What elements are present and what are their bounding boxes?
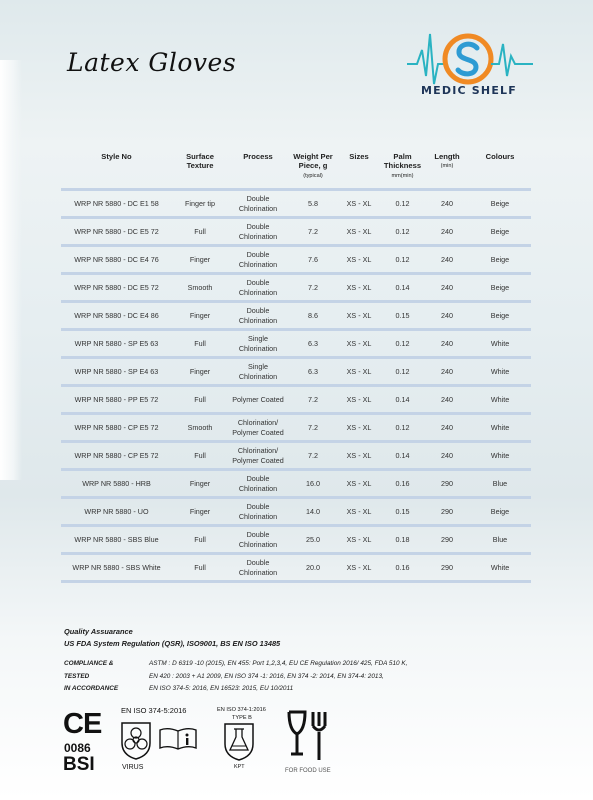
table-cell: XS - XL bbox=[346, 422, 372, 432]
table-cell: 290 bbox=[441, 534, 453, 544]
column-header bbox=[288, 150, 338, 190]
table-cell: XS - XL bbox=[346, 394, 372, 404]
table-cell: WRP NR 5880 - CP E5 72 bbox=[74, 450, 159, 460]
table-cell: 16.0 bbox=[306, 478, 320, 488]
table-cell: 5.8 bbox=[308, 198, 318, 208]
table-cell: Finger tip bbox=[185, 198, 215, 208]
quality-assurance bbox=[64, 626, 280, 650]
compliance-label: IN ACCORDANCE bbox=[64, 685, 119, 692]
table-cell: 7.6 bbox=[308, 254, 318, 264]
table-cell: Finger bbox=[189, 506, 211, 516]
typeb-standard: EN ISO 374-1:2016 bbox=[217, 707, 266, 713]
table-cell: 0.14 bbox=[395, 394, 410, 404]
quality-line: US FDA System Regulation (QSR), ISO9001, BS EN ISO 13485 bbox=[64, 639, 281, 648]
table-cell: 0.12 bbox=[395, 422, 410, 432]
column-header-label: Length bbox=[434, 152, 460, 161]
table-cell: Finger bbox=[189, 254, 211, 264]
compliance-label: COMPLIANCE & bbox=[64, 660, 114, 667]
column-header-label: Surface Texture bbox=[186, 152, 214, 171]
table-cell: XS - XL bbox=[346, 198, 372, 208]
spec-table bbox=[61, 150, 531, 583]
table-cell: 20.0 bbox=[306, 562, 320, 572]
column-header-label: Sizes bbox=[349, 152, 369, 161]
ce-number: 0086 bbox=[64, 741, 91, 755]
table-cell: White bbox=[490, 450, 510, 460]
quality-heading: Quality Assuarance bbox=[64, 627, 133, 636]
table-row bbox=[61, 330, 531, 358]
food-safe-glass-fork-icon bbox=[283, 708, 331, 766]
table-row bbox=[61, 386, 531, 414]
table-cell: 8.6 bbox=[308, 310, 318, 320]
table-cell: 0.15 bbox=[395, 310, 410, 320]
compliance-line: ASTM : D 6319 -10 (2015), EN 455: Port 1,2,3,4, EU CE Regulation 2016/ 425, FDA 510 K, bbox=[149, 660, 408, 667]
column-header-label: Palm Thickness bbox=[383, 152, 422, 171]
table-cell: Blue bbox=[492, 534, 508, 544]
table-cell: White bbox=[490, 338, 510, 348]
table-cell: WRP NR 5880 - DC E4 76 bbox=[74, 254, 159, 264]
table-cell: Beige bbox=[490, 254, 510, 264]
table-cell: Full bbox=[194, 338, 206, 348]
table-cell: Finger bbox=[189, 310, 211, 320]
table-cell: White bbox=[490, 394, 510, 404]
table-cell: 240 bbox=[441, 366, 453, 376]
table-cell: 6.3 bbox=[308, 366, 318, 376]
table-cell: WRP NR 5880 - PP E5 72 bbox=[74, 394, 159, 404]
table-cell: WRP NR 5880 - SBS Blue bbox=[74, 534, 159, 544]
ce-mark-icon: CE bbox=[63, 708, 102, 740]
virus-standard: EN ISO 374-5:2016 bbox=[121, 706, 187, 715]
table-cell: 240 bbox=[441, 226, 453, 236]
table-body bbox=[61, 190, 531, 582]
table-cell: 240 bbox=[441, 422, 453, 432]
table-header-row bbox=[61, 150, 531, 190]
table-cell: 290 bbox=[441, 506, 453, 516]
biohazard-shield-icon bbox=[118, 721, 154, 761]
table-cell: XS - XL bbox=[346, 310, 372, 320]
column-header-label: Colours bbox=[485, 152, 515, 161]
table-row bbox=[61, 246, 531, 274]
table-cell: XS - XL bbox=[346, 506, 372, 516]
table-cell: Beige bbox=[490, 310, 510, 320]
virus-label: VIRUS bbox=[122, 764, 144, 771]
table-row bbox=[61, 414, 531, 442]
column-header bbox=[425, 150, 469, 190]
table-cell: WRP NR 5880 - SP E5 63 bbox=[74, 338, 159, 348]
column-header bbox=[338, 150, 380, 190]
column-header bbox=[172, 150, 228, 190]
column-header-unit: (min) bbox=[440, 163, 454, 170]
table-row bbox=[61, 554, 531, 582]
table-cell: 290 bbox=[441, 478, 453, 488]
table-cell: WRP NR 5880 - DC E4 86 bbox=[74, 310, 159, 320]
table-cell: Full bbox=[194, 226, 206, 236]
background-edge bbox=[0, 60, 22, 480]
table-cell: 0.15 bbox=[395, 506, 410, 516]
table-cell: XS - XL bbox=[346, 254, 372, 264]
table-cell: Chlorination/ Polymer Coated bbox=[232, 446, 284, 465]
food-use-label: FOR FOOD USE bbox=[285, 768, 331, 774]
table-cell: 7.2 bbox=[308, 394, 318, 404]
table-cell: 0.12 bbox=[395, 226, 410, 236]
table-cell: 290 bbox=[441, 562, 453, 572]
table-cell: WRP NR 5880 - UO bbox=[84, 506, 149, 516]
table-cell: 0.12 bbox=[395, 338, 410, 348]
table-cell: 14.0 bbox=[306, 506, 320, 516]
column-header-unit: mm(min) bbox=[391, 172, 414, 179]
compliance-label: TESTED bbox=[64, 672, 90, 680]
typeb-type: TYPE B bbox=[232, 715, 252, 721]
table-cell: Chlorination/ Polymer Coated bbox=[232, 418, 284, 437]
table-cell: Double Chlorination bbox=[238, 474, 278, 493]
chemical-flask-shield-icon bbox=[221, 722, 257, 762]
table-cell: XS - XL bbox=[346, 534, 372, 544]
table-cell: Full bbox=[194, 394, 206, 404]
table-cell: XS - XL bbox=[346, 226, 372, 236]
table-cell: Smooth bbox=[187, 422, 213, 432]
table-cell: WRP NR 5880 - DC E5 72 bbox=[74, 226, 159, 236]
column-header bbox=[380, 150, 425, 190]
table-cell: 25.0 bbox=[306, 534, 320, 544]
table-cell: Double Chlorination bbox=[238, 222, 278, 241]
table-cell: WRP NR 5880 - SBS White bbox=[72, 562, 161, 572]
table-cell: Double Chlorination bbox=[238, 502, 278, 521]
table-cell: 0.14 bbox=[395, 282, 410, 292]
table-cell: 240 bbox=[441, 282, 453, 292]
table-cell: Full bbox=[194, 562, 206, 572]
table-cell: White bbox=[490, 562, 510, 572]
table-cell: Single Chlorination bbox=[238, 334, 278, 353]
table-row bbox=[61, 302, 531, 330]
table-cell: 0.12 bbox=[395, 198, 410, 208]
table-cell: Beige bbox=[490, 226, 510, 236]
table-cell: Beige bbox=[490, 198, 510, 208]
table-cell: XS - XL bbox=[346, 562, 372, 572]
table-cell: XS - XL bbox=[346, 282, 372, 292]
table-cell: XS - XL bbox=[346, 338, 372, 348]
column-header-label: Style No bbox=[101, 152, 132, 161]
compliance-line: EN 420 : 2003 + A1 2009, EN ISO 374 -1: 2016, EN 374 -2: 2014, EN 374-4: 2013, bbox=[149, 672, 384, 680]
brand-name: MEDIC SHELF bbox=[421, 84, 517, 97]
table-row bbox=[61, 190, 531, 218]
table-cell: 0.16 bbox=[395, 562, 410, 572]
typeb-code: KPT bbox=[234, 764, 245, 770]
table-cell: 240 bbox=[441, 450, 453, 460]
table-cell: 240 bbox=[441, 198, 453, 208]
page-title: Latex Gloves bbox=[67, 48, 237, 77]
table-cell: 0.14 bbox=[395, 450, 410, 460]
table-cell: Blue bbox=[492, 478, 508, 488]
table-cell: WRP NR 5880 - SP E4 63 bbox=[74, 366, 159, 376]
table-cell: WRP NR 5880 - HRB bbox=[82, 478, 151, 488]
column-header-label: Weight Per Piece, g bbox=[293, 152, 333, 171]
table-row bbox=[61, 274, 531, 302]
table-cell: Beige bbox=[490, 506, 510, 516]
table-cell: White bbox=[490, 366, 510, 376]
table-cell: XS - XL bbox=[346, 366, 372, 376]
bsi-mark: BSI bbox=[63, 754, 95, 775]
table-cell: 0.18 bbox=[395, 534, 410, 544]
table-row bbox=[61, 470, 531, 498]
open-book-info-icon bbox=[158, 727, 198, 751]
table-cell: Full bbox=[194, 534, 206, 544]
table-cell: Smooth bbox=[187, 282, 213, 292]
table-cell: 0.12 bbox=[395, 366, 410, 376]
table-cell: Double Chlorination bbox=[238, 278, 278, 297]
table-cell: XS - XL bbox=[346, 478, 372, 488]
table-cell: 7.2 bbox=[308, 422, 318, 432]
table-cell: Double Chlorination bbox=[238, 250, 278, 269]
table-cell: 7.2 bbox=[308, 450, 318, 460]
table-cell: Beige bbox=[490, 282, 510, 292]
table-cell: WRP NR 5880 - DC E1 58 bbox=[74, 198, 159, 208]
table-cell: Finger bbox=[189, 366, 211, 376]
table-cell: XS - XL bbox=[346, 450, 372, 460]
table-cell: 6.3 bbox=[308, 338, 318, 348]
compliance-line: EN ISO 374-5: 2016, EN 16523: 2015, EU 10/2011 bbox=[149, 685, 294, 692]
column-header bbox=[61, 150, 172, 190]
table-cell: White bbox=[490, 422, 510, 432]
table-cell: Double Chlorination bbox=[238, 530, 278, 549]
table-cell: Single Chlorination bbox=[238, 362, 278, 381]
table-cell: 240 bbox=[441, 394, 453, 404]
table-row bbox=[61, 358, 531, 386]
column-header-label: Process bbox=[243, 152, 273, 161]
table-cell: 240 bbox=[441, 310, 453, 320]
table-row bbox=[61, 218, 531, 246]
column-header bbox=[228, 150, 288, 190]
table-cell: Double Chlorination bbox=[238, 558, 278, 577]
column-header-unit: (typical) bbox=[303, 172, 323, 179]
table-row bbox=[61, 498, 531, 526]
table-cell: WRP NR 5880 - CP E5 72 bbox=[74, 422, 159, 432]
table-cell: Finger bbox=[189, 478, 211, 488]
column-header bbox=[469, 150, 531, 190]
table-cell: Double Chlorination bbox=[238, 194, 278, 213]
table-row bbox=[61, 526, 531, 554]
table-row bbox=[61, 442, 531, 470]
table-cell: 240 bbox=[441, 338, 453, 348]
table-cell: Double Chlorination bbox=[238, 306, 278, 325]
table-cell: 240 bbox=[441, 254, 453, 264]
table-cell: WRP NR 5880 - DC E5 72 bbox=[74, 282, 159, 292]
table-cell: 0.16 bbox=[395, 478, 410, 488]
table-cell: 0.12 bbox=[395, 254, 410, 264]
table-cell: Full bbox=[194, 450, 206, 460]
table-cell: Polymer Coated bbox=[232, 394, 284, 404]
table-cell: 7.2 bbox=[308, 226, 318, 236]
table-cell: 7.2 bbox=[308, 282, 318, 292]
